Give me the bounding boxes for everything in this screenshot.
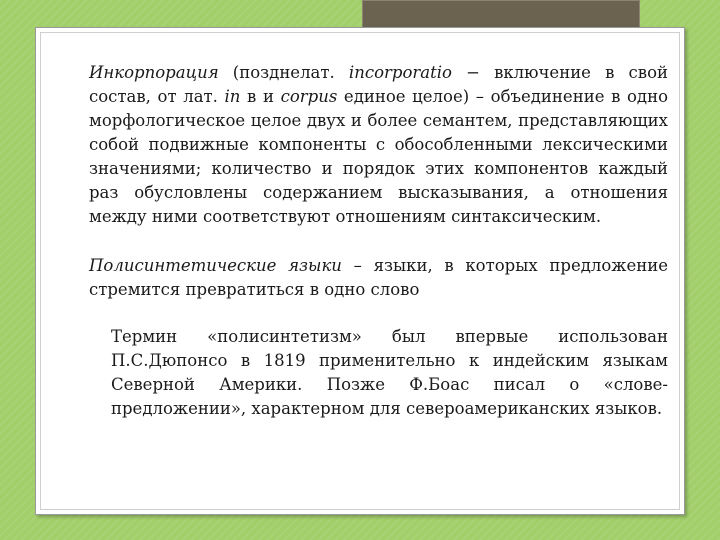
polysynthetic-paragraph: [45, 254, 668, 302]
latin-word: incorporatio: [348, 63, 452, 82]
latin-word: corpus: [280, 87, 338, 106]
slide-panel: [35, 27, 685, 515]
text-fragment: в и: [240, 87, 281, 106]
text-fragment: (позднелат.: [218, 63, 349, 82]
latin-word: in: [224, 87, 241, 106]
text-fragment: – языки, в которых предложение стремится превратиться в одно слово: [89, 256, 668, 299]
incorporation-paragraph: [45, 61, 668, 229]
text-fragment: единое целое) – объединение в одно морфологическое целое двух и более семантем, представляющих собой подвижные компоненты с обособленными лексическими значениями; количество и порядок этих компонентов каждый раз обусловлены содержанием высказывания, а отношения между ними соответствуют отношениям синтаксическим.: [89, 87, 669, 226]
term-history-paragraph: Термин «полисинтетизм» был впервые использован П.С.Дюпонсо в 1819 применительно к индейским языкам Северной Америки. Позже Ф.Боас писал о «слове-предложении», характерном для североамериканских языков.: [111, 327, 668, 418]
term-incorporation: Инкорпорация: [89, 63, 219, 82]
text-fragment: − включение в свой состав, от лат.: [89, 63, 668, 106]
term-polysynthetic: Полисинтетические языки: [89, 256, 342, 275]
